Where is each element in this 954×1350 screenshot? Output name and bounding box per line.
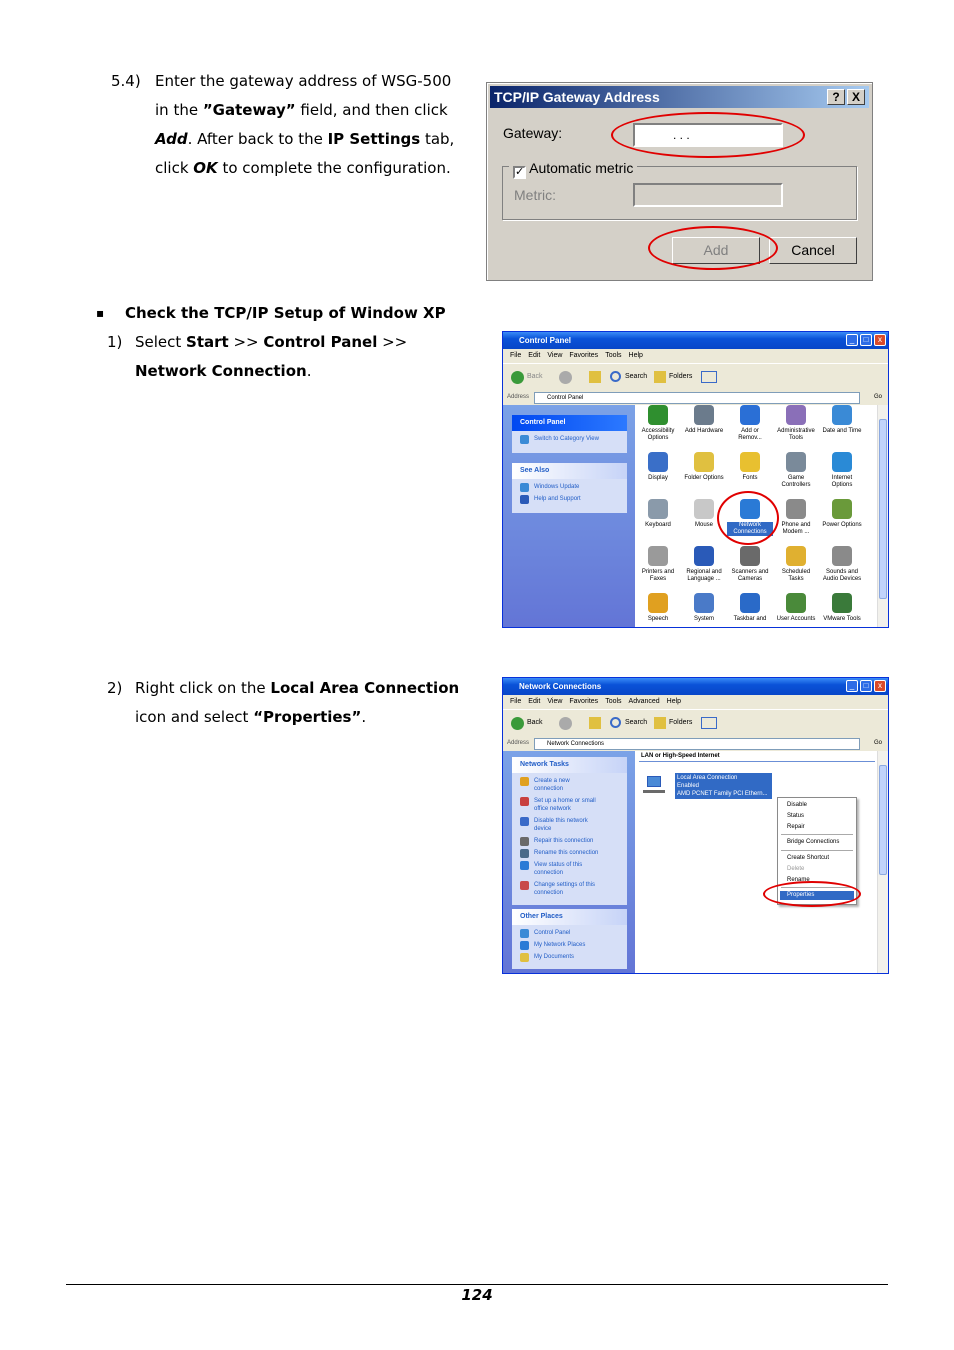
add-button[interactable]: Add bbox=[672, 237, 760, 264]
control-panel-item-icon bbox=[694, 546, 714, 566]
step-number: 2) bbox=[107, 679, 123, 697]
network-task-icon bbox=[520, 777, 529, 786]
menu-bar bbox=[503, 695, 888, 709]
back-icon[interactable] bbox=[511, 371, 524, 384]
network-connections-screenshot bbox=[502, 677, 889, 974]
minimize-icon[interactable]: _ bbox=[846, 680, 858, 692]
lan-connection-icon[interactable] bbox=[643, 776, 665, 796]
control-panel-item-icon bbox=[786, 593, 806, 613]
control-panel-item-icon bbox=[694, 405, 714, 425]
panel-title: See Also bbox=[512, 463, 627, 479]
control-panel-icon bbox=[520, 929, 529, 938]
folders-label: Folders bbox=[669, 719, 693, 726]
control-panel-item-icon bbox=[786, 452, 806, 472]
network-task-icon bbox=[520, 797, 529, 806]
network-task-icon bbox=[520, 837, 529, 846]
toolbar bbox=[503, 363, 888, 391]
control-panel-item-label: Network bbox=[727, 522, 773, 529]
step-number: 5.4) bbox=[111, 72, 141, 90]
network-task-link[interactable]: Create a new connection bbox=[512, 777, 627, 793]
menu-tools[interactable]: Tools bbox=[605, 352, 622, 359]
minimize-icon[interactable]: _ bbox=[846, 334, 858, 346]
menu-edit[interactable]: Edit bbox=[528, 698, 541, 705]
control-panel-item[interactable] bbox=[819, 499, 865, 529]
context-menu-item[interactable]: Delete bbox=[787, 866, 805, 872]
close-button[interactable]: X bbox=[847, 89, 865, 105]
help-button[interactable]: ? bbox=[827, 89, 845, 105]
panel-other-places bbox=[512, 909, 627, 969]
folders-icon[interactable] bbox=[654, 371, 666, 383]
step-line: Enter the gateway address of WSG-500 bbox=[155, 72, 452, 90]
control-panel-item-label: Modem ... bbox=[782, 529, 810, 535]
control-panel-item-label: Add or bbox=[741, 428, 759, 434]
step-line: Add. After back to the IP Settings tab, bbox=[155, 130, 455, 148]
control-panel-item-label: Options bbox=[647, 435, 669, 441]
scrollbar[interactable] bbox=[877, 751, 888, 973]
cancel-button[interactable]: Cancel bbox=[769, 237, 857, 264]
folders-label: Folders bbox=[669, 373, 693, 380]
scrollbar-thumb[interactable] bbox=[879, 765, 887, 875]
gateway-label: Gateway: bbox=[503, 125, 563, 141]
address-input[interactable]: Control Panel bbox=[534, 392, 860, 404]
scrollbar-thumb[interactable] bbox=[879, 419, 887, 599]
control-panel-item-icon bbox=[786, 546, 806, 566]
address-label: Address bbox=[507, 394, 530, 400]
control-panel-item-icon bbox=[740, 546, 760, 566]
network-task-link[interactable]: Set up a home or small office network bbox=[512, 797, 627, 813]
address-input[interactable]: Network Connections bbox=[534, 738, 860, 750]
highlight-oval-add bbox=[648, 226, 778, 270]
context-menu-item[interactable]: Rename bbox=[787, 877, 810, 883]
control-panel-item[interactable] bbox=[819, 593, 865, 623]
control-panel-item[interactable] bbox=[635, 499, 681, 529]
control-panel-item[interactable] bbox=[773, 452, 819, 489]
step-line: Select Start >> Control Panel >> bbox=[135, 333, 408, 351]
category-icon bbox=[520, 435, 529, 444]
step-line: in the ”Gateway” field, and then click bbox=[155, 101, 448, 119]
search-label: Search bbox=[625, 719, 648, 726]
step-line: icon and select “Properties”. bbox=[135, 708, 367, 726]
address-label: Address bbox=[507, 740, 530, 746]
highlight-oval-network bbox=[717, 491, 779, 545]
folders-icon[interactable] bbox=[654, 717, 666, 729]
control-panel-item-label: Folder Options bbox=[684, 475, 724, 481]
control-panel-item-label: Phone and bbox=[781, 522, 811, 528]
network-task-link[interactable]: Repair this connection bbox=[512, 837, 627, 845]
control-panel-item-label: Mouse bbox=[694, 522, 713, 528]
control-panel-item-label: Power Options bbox=[822, 522, 862, 528]
control-panel-item-icon bbox=[648, 593, 668, 613]
group-header: LAN or High-Speed Internet bbox=[641, 753, 720, 759]
control-panel-item[interactable] bbox=[681, 593, 727, 623]
control-panel-item[interactable] bbox=[773, 499, 819, 536]
network-task-icon bbox=[520, 881, 529, 890]
control-panel-item-label: Accessibility bbox=[641, 428, 675, 434]
control-panel-item-icon bbox=[648, 405, 668, 425]
control-panel-item-label: Add Hardware bbox=[684, 428, 724, 434]
highlight-oval-properties bbox=[763, 881, 861, 907]
control-panel-item-label: Language ... bbox=[687, 576, 721, 582]
control-panel-item[interactable] bbox=[635, 546, 681, 583]
control-panel-screenshot bbox=[502, 331, 889, 628]
control-panel-item[interactable] bbox=[681, 405, 727, 435]
control-panel-item[interactable] bbox=[819, 405, 865, 435]
control-panel-item[interactable] bbox=[681, 452, 727, 482]
task-pane bbox=[503, 751, 635, 973]
scrollbar[interactable] bbox=[877, 405, 888, 627]
menu-tools[interactable]: Tools bbox=[605, 698, 622, 705]
places-link[interactable]: Control Panel bbox=[512, 929, 627, 937]
control-panel-item[interactable] bbox=[819, 452, 865, 489]
control-panel-item-label: Display bbox=[648, 475, 668, 481]
switch-category-link[interactable]: Switch to Category View bbox=[512, 435, 627, 449]
places-link[interactable]: My Documents bbox=[512, 953, 627, 965]
control-panel-item[interactable] bbox=[727, 405, 773, 442]
control-panel-item-icon bbox=[694, 499, 714, 519]
control-panel-item-label: Scheduled bbox=[781, 569, 811, 575]
control-panel-item-icon bbox=[740, 452, 760, 472]
menu-file[interactable]: File bbox=[510, 352, 522, 359]
views-icon[interactable] bbox=[701, 371, 717, 383]
menu-separator bbox=[781, 834, 853, 835]
windows-update-link[interactable]: Windows Update bbox=[512, 483, 627, 491]
maximize-icon[interactable]: □ bbox=[860, 680, 872, 692]
go-button[interactable]: Go bbox=[873, 740, 882, 746]
go-button[interactable]: Go bbox=[873, 394, 882, 400]
search-label: Search bbox=[625, 373, 648, 380]
control-panel-item[interactable] bbox=[727, 593, 773, 623]
control-panel-item-label: Tools bbox=[788, 435, 803, 441]
control-panel-item-icon bbox=[694, 452, 714, 472]
menu-view[interactable]: View bbox=[547, 698, 563, 705]
back-icon[interactable] bbox=[511, 717, 524, 730]
network-task-list bbox=[512, 777, 627, 901]
control-panel-item-icon bbox=[648, 546, 668, 566]
control-panel-item-icon bbox=[786, 499, 806, 519]
control-panel-item-label: Controllers bbox=[781, 482, 811, 488]
panel-control-panel bbox=[512, 415, 627, 453]
up-folder-icon[interactable] bbox=[589, 717, 601, 729]
views-icon[interactable] bbox=[701, 717, 717, 729]
group-divider bbox=[639, 761, 875, 762]
control-panel-item-icon bbox=[786, 405, 806, 425]
back-label: Back bbox=[527, 373, 543, 380]
control-panel-item[interactable] bbox=[727, 546, 773, 583]
control-panel-item-label: Printers and bbox=[641, 569, 675, 575]
window-title: Control Panel bbox=[503, 332, 888, 349]
close-icon[interactable]: x bbox=[874, 334, 886, 346]
back-label: Back bbox=[527, 719, 543, 726]
search-icon[interactable] bbox=[610, 717, 621, 728]
control-panel-item-label: VMware Tools bbox=[823, 616, 861, 622]
help-icon bbox=[520, 495, 529, 504]
network-task-icon bbox=[520, 861, 529, 870]
control-panel-item-label: Audio Devices bbox=[822, 576, 862, 582]
window-title: Network Connections bbox=[503, 678, 888, 695]
control-panel-item[interactable] bbox=[819, 546, 865, 583]
metric-input bbox=[633, 183, 783, 207]
panel-title: Other Places bbox=[512, 909, 627, 925]
context-menu-item[interactable]: Disable bbox=[787, 802, 808, 808]
network-task-link[interactable]: View status of this connection bbox=[512, 861, 627, 877]
highlight-oval-gateway bbox=[611, 112, 805, 158]
control-panel-item-icon bbox=[740, 405, 760, 425]
task-pane bbox=[503, 405, 635, 627]
control-panel-item-label: Options bbox=[831, 482, 853, 488]
network-task-icon bbox=[520, 849, 529, 858]
dialog-title: TCP/IP Gateway Address bbox=[490, 86, 869, 108]
context-menu-item[interactable]: Repair bbox=[787, 824, 805, 830]
help-support-link[interactable]: Help and Support bbox=[512, 495, 627, 509]
control-panel-item-label: Scanners and bbox=[731, 569, 769, 575]
step-number: 1) bbox=[107, 333, 123, 351]
control-panel-item-label: Game bbox=[787, 475, 805, 481]
menu-help[interactable]: Help bbox=[628, 352, 643, 359]
control-panel-item-icon bbox=[832, 405, 852, 425]
control-panel-item-label: Faxes bbox=[649, 576, 667, 582]
network-task-icon bbox=[520, 817, 529, 826]
control-panel-item-label: Tasks bbox=[788, 576, 804, 582]
panel-network-tasks bbox=[512, 757, 627, 905]
metric-label: Metric: bbox=[514, 187, 556, 203]
step-line: Right click on the Local Area Connection bbox=[135, 679, 460, 697]
control-panel-item[interactable] bbox=[681, 546, 727, 583]
auto-metric-checkbox[interactable]: ✓ bbox=[515, 166, 525, 178]
places-link[interactable]: My Network Places bbox=[512, 941, 627, 949]
control-panel-item-label: Sounds and bbox=[825, 569, 859, 575]
panel-title: Control Panel bbox=[512, 415, 627, 431]
menu-favorites[interactable]: Favorites bbox=[569, 352, 599, 359]
control-panel-item-icon bbox=[832, 546, 852, 566]
control-panel-item-label: Date and Time bbox=[822, 428, 862, 434]
control-panel-item-icon bbox=[648, 452, 668, 472]
control-panel-item-icon bbox=[832, 499, 852, 519]
step-text bbox=[135, 328, 475, 386]
page-number: 124 bbox=[461, 1286, 493, 1304]
context-menu-item[interactable]: Status bbox=[787, 813, 805, 819]
panel-see-also bbox=[512, 463, 627, 513]
documents-icon bbox=[520, 953, 529, 962]
control-panel-item-icon bbox=[832, 593, 852, 613]
control-panel-item[interactable] bbox=[773, 593, 819, 623]
network-task-link[interactable]: Rename this connection bbox=[512, 849, 627, 857]
control-panel-item[interactable] bbox=[727, 452, 773, 482]
address-bar bbox=[503, 737, 888, 751]
network-task-link[interactable]: Disable this network device bbox=[512, 817, 627, 833]
control-panel-item-label: User Accounts bbox=[776, 616, 816, 622]
step-text bbox=[155, 67, 475, 183]
gateway-input[interactable]: . . . bbox=[633, 123, 783, 147]
section-heading: Check the TCP/IP Setup of Window XP bbox=[125, 304, 446, 322]
menu-separator bbox=[781, 850, 853, 851]
address-bar bbox=[503, 391, 888, 405]
up-folder-icon[interactable] bbox=[589, 371, 601, 383]
network-task-link[interactable]: Change settings of this connection bbox=[512, 881, 627, 901]
auto-metric-label: Automatic metric bbox=[529, 160, 634, 176]
step-line: Network Connection. bbox=[135, 362, 312, 380]
control-panel-item[interactable] bbox=[635, 452, 681, 482]
menu-favorites[interactable]: Favorites bbox=[569, 698, 599, 705]
forward-icon[interactable] bbox=[559, 717, 572, 730]
maximize-icon[interactable]: □ bbox=[860, 334, 872, 346]
close-icon[interactable]: x bbox=[874, 680, 886, 692]
toolbar bbox=[503, 709, 888, 737]
control-panel-item-label: Administrative bbox=[777, 428, 815, 434]
menu-file[interactable]: File bbox=[510, 698, 522, 705]
context-menu-item[interactable]: Create Shortcut bbox=[787, 855, 830, 861]
control-panel-item-label: Speech bbox=[647, 616, 669, 622]
context-menu-item[interactable]: Bridge Connections bbox=[787, 839, 840, 845]
section-bullet: ▪ bbox=[96, 306, 105, 320]
control-panel-item[interactable] bbox=[635, 405, 681, 442]
network-places-icon bbox=[520, 941, 529, 950]
menu-edit[interactable]: Edit bbox=[528, 352, 541, 359]
lan-connection-label[interactable]: Local Area Connection Enabled AMD PCNET Family PCI Ethern... bbox=[675, 773, 772, 799]
menu-view[interactable]: View bbox=[547, 352, 563, 359]
windows-update-icon bbox=[520, 483, 529, 492]
control-panel-item[interactable] bbox=[773, 546, 819, 583]
search-icon[interactable] bbox=[610, 371, 621, 382]
control-panel-item-label: System bbox=[693, 616, 714, 622]
control-panel-item-label: Cameras bbox=[737, 576, 763, 582]
control-panel-item-label: Connections bbox=[727, 529, 773, 536]
menu-help[interactable]: Help bbox=[666, 698, 682, 705]
control-panel-item-icon bbox=[648, 499, 668, 519]
control-panel-item-icon bbox=[832, 452, 852, 472]
menu-bar bbox=[503, 349, 888, 363]
auto-metric-row bbox=[509, 159, 637, 179]
context-menu-item[interactable]: Properties bbox=[780, 891, 854, 900]
panel-title: Network Tasks bbox=[512, 757, 627, 773]
control-panel-item[interactable] bbox=[635, 593, 681, 623]
menu-advanced[interactable]: Advanced bbox=[628, 698, 660, 705]
control-panel-item-label: Internet bbox=[831, 475, 853, 481]
step-line: click OK to complete the configuration. bbox=[155, 159, 451, 177]
control-panel-item-label: Taskbar and bbox=[733, 616, 767, 622]
control-panel-item-label: Fonts bbox=[742, 475, 758, 481]
forward-icon[interactable] bbox=[559, 371, 572, 384]
control-panel-item-icon bbox=[740, 593, 760, 613]
control-panel-item-icon bbox=[694, 593, 714, 613]
control-panel-item[interactable] bbox=[773, 405, 819, 442]
control-panel-item-label: Keyboard bbox=[645, 522, 671, 528]
control-panel-item-label: Regional and bbox=[686, 569, 722, 575]
step-text bbox=[135, 674, 475, 732]
control-panel-item-label: Remov... bbox=[738, 435, 762, 441]
